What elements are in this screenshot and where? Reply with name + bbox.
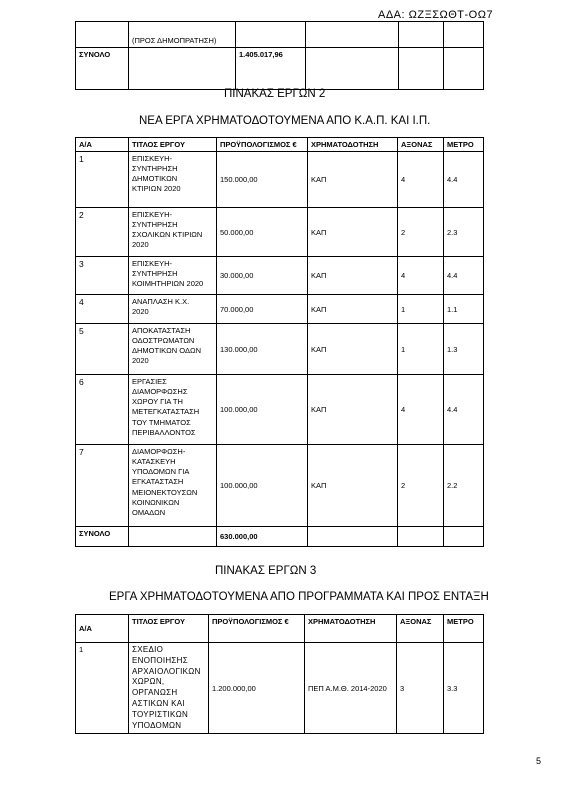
budget-value: 70.000,00 [217, 295, 308, 324]
project-title-line: 2020 [132, 240, 149, 250]
col-header-budget: ΠΡΟΫΠΟΛΟΓΙΣΜΟΣ € [209, 615, 305, 643]
col-header-funding: ΧΡΗΜΑΤΟΔΟΤΗΣΗ [305, 615, 397, 643]
budget-value: 130.000,00 [217, 324, 308, 375]
axis-value: 4 [398, 152, 444, 208]
project-title-line: ΣΧΕΔΙΟ [132, 645, 164, 654]
measure-value: 4.4 [444, 257, 484, 295]
table-header-row [76, 615, 484, 643]
col-header-title: ΤΙΤΛΟΣ ΕΡΓΟΥ [129, 138, 217, 152]
row-number: 2 [76, 208, 129, 257]
project-title: (ΠΡΟΣ ΔΗΜΟΠΡΑΤΗΣΗ) [129, 22, 236, 48]
project-title [129, 257, 217, 295]
project-title-line: ΥΠΟΔΟΜΩΝ [132, 720, 182, 730]
total-value: 630.000,00 [217, 527, 308, 547]
project-title-line: 2020 [132, 356, 149, 366]
project-title-line: ΕΝΟΠΟΙΗΣΗΣ [132, 655, 189, 665]
project-title-line: ΥΠΟΔΟΜΩΝ ΓΙΑ [132, 467, 190, 477]
measure-value: 1.3 [444, 324, 484, 375]
axis-value: 1 [398, 324, 444, 375]
total-row [76, 527, 484, 547]
project-title-line: ΧΩΡΩΝ, [132, 677, 165, 687]
total-row [76, 48, 484, 90]
budget-value: 150.000,00 [217, 152, 308, 208]
funding-value: ΚΑΠ [308, 375, 398, 445]
table-row [76, 22, 484, 48]
axis-value: 2 [398, 445, 444, 527]
funding-value: ΚΑΠ [308, 208, 398, 257]
table-row [76, 257, 484, 295]
col-header-funding: ΧΡΗΜΑΤΟΔΟΤΗΣΗ [308, 138, 398, 152]
col-header-aa: Α/Α [76, 138, 129, 152]
measure-value: 2.3 [444, 208, 484, 257]
project-title [129, 643, 209, 734]
project-title-line: ΟΜΑΔΩΝ [132, 507, 166, 517]
project-title-line: ΟΔΟΣΤΡΩΜΑΤΩΝ [132, 336, 195, 346]
row-number: 7 [76, 445, 129, 527]
table-row [76, 208, 484, 257]
page-number: 5 [536, 756, 542, 766]
project-title-line: ΑΣΤΙΚΩΝ ΚΑΙ [132, 698, 185, 708]
project-title-line: ΚΑΤΑΣΚΕΥΗ [132, 457, 176, 467]
col-header-measure: ΜΕΤΡΟ [444, 138, 484, 152]
measure-value: 4.4 [444, 375, 484, 445]
ada-stamp: ΑΔΑ: ΩΖΞΣΩΘΤ-ΟΩ7 [378, 9, 494, 21]
works-table-2 [75, 137, 484, 547]
table-row [76, 152, 484, 208]
funding-value: ΚΑΠ [308, 257, 398, 295]
row-number: 3 [76, 257, 129, 295]
table-row [76, 324, 484, 375]
project-title [129, 375, 217, 445]
row-number: 6 [76, 375, 129, 445]
axis-value: 2 [398, 208, 444, 257]
axis-value: 4 [398, 375, 444, 445]
project-title-line: ΟΡΓΑΝΩΣΗ [132, 688, 178, 698]
row-number: 1 [76, 152, 129, 208]
project-title-line: ΕΠΙΣΚΕΥΗ- [132, 259, 173, 268]
table3-title: ΠΙΝΑΚΑΣ ΕΡΓΩΝ 3 [215, 565, 317, 577]
table-row [76, 445, 484, 527]
measure-value: 3.3 [444, 643, 484, 734]
measure-value: 2.2 [444, 445, 484, 527]
col-header-title: ΤΙΤΛΟΣ ΕΡΓΟΥ [129, 615, 209, 643]
project-title-line: ΔΗΜΟΤΙΚΩΝ ΟΔΩΝ [132, 346, 201, 356]
col-header-aa: Α/Α [76, 615, 129, 643]
funding-value: ΚΑΠ [308, 324, 398, 375]
budget-value: 1.200.000,00 [209, 643, 305, 734]
total-label: ΣΥΝΟΛΟ [76, 527, 129, 547]
table-header-row [76, 138, 484, 152]
project-title-line: ΕΠΙΣΚΕΥΗ- [132, 154, 173, 163]
table2-subtitle: ΝΕΑ ΕΡΓΑ ΧΡΗΜΑΤΟΔΟΤΟΥΜΕΝΑ ΑΠΟ Κ.Α.Π. ΚΑΙ Ι.Π. [139, 115, 431, 127]
axis-value: 1 [398, 295, 444, 324]
project-title-line: ΜΕΙΟΝΕΚΤΟΥΣΩΝ [132, 487, 198, 497]
project-title-line: ΚΟΙΜΗΤΗΡΙΩΝ 2020 [132, 279, 204, 289]
project-title-line: ΤΟΥΡΙΣΤΙΚΩΝ [132, 709, 189, 719]
project-title-line: ΕΡΓΑΣΙΕΣ [132, 377, 167, 386]
project-title-line: ΤΟΥ ΤΜΗΜΑΤΟΣ [132, 417, 191, 427]
row-number: 4 [76, 295, 129, 324]
table-row [76, 643, 484, 734]
project-title [129, 152, 217, 208]
funding-value: ΚΑΠ [308, 445, 398, 527]
project-title [129, 445, 217, 527]
table-row [76, 375, 484, 445]
row-number: 5 [76, 324, 129, 375]
works-table-1 [75, 21, 484, 90]
table-row [76, 295, 484, 324]
measure-value: 1.1 [444, 295, 484, 324]
project-title-line: ΑΡΧΑΙΟΛΟΓΙΚΩΝ [132, 666, 201, 676]
measure-value: 4.4 [444, 152, 484, 208]
total-value: 1.405.017,96 [236, 48, 306, 90]
project-title-line: ΔΙΑΜΟΡΦΩΣΗ- [132, 447, 186, 456]
project-title-line: ΔΗΜΟΤΙΚΩΝ [132, 174, 178, 184]
project-title [129, 208, 217, 257]
col-header-measure: ΜΕΤΡΟ [444, 615, 484, 643]
project-title-line: ΜΕΤΕΓΚΑΤΑΣΤΑΣΗ [132, 407, 200, 417]
funding-value: ΚΑΠ [308, 295, 398, 324]
project-title-line: ΠΕΡΙΒΑΛΛΟΝΤΟΣ [132, 427, 196, 437]
project-title-line: ΕΓΚΑΤΑΣΤΑΣΗ [132, 477, 184, 487]
col-header-axis: ΑΞΟΝΑΣ [398, 138, 444, 152]
total-label: ΣΥΝΟΛΟ [76, 48, 129, 90]
project-title-line: ΣΥΝΤΗΡΗΣΗ [132, 269, 178, 279]
table3-subtitle: ΕΡΓΑ ΧΡΗΜΑΤΟΔΟΤΟΥΜΕΝΑ ΑΠΟ ΠΡΟΓΡΑΜΜΑΤΑ ΚΑΙ ΠΡΟΣ ΕΝΤΑΞΗ [109, 591, 489, 603]
works-table-3 [75, 614, 484, 734]
project-title-line: ΣΥΝΤΗΡΗΣΗ [132, 164, 178, 174]
project-title-line: ΣΧΟΛΙΚΩΝ ΚΤΙΡΙΩΝ [132, 230, 203, 240]
project-title-line: ΑΠΟΚΑΤΑΣΤΑΣΗ [132, 326, 191, 335]
project-title [129, 295, 217, 324]
axis-value: 4 [398, 257, 444, 295]
project-title-line: 2020 [132, 307, 149, 317]
budget-value: 30.000,00 [217, 257, 308, 295]
table2-title: ΠΙΝΑΚΑΣ ΕΡΓΩΝ 2 [224, 88, 326, 100]
col-header-budget: ΠΡΟΫΠΟΛΟΓΙΣΜΟΣ € [217, 138, 308, 152]
project-title-line: ΧΩΡΟΥ ΓΙΑ ΤΗ [132, 397, 183, 407]
funding-value: ΚΑΠ [308, 152, 398, 208]
budget-value: 100.000,00 [217, 445, 308, 527]
row-number: 1 [76, 643, 129, 734]
project-title [129, 324, 217, 375]
budget-value: 50.000,00 [217, 208, 308, 257]
col-header-axis: ΑΞΟΝΑΣ [397, 615, 444, 643]
funding-value: ΠΕΠ Α.Μ.Θ. 2014-2020 [305, 643, 397, 734]
axis-value: 3 [397, 643, 444, 734]
project-title-line: ΚΟΙΝΩΝΙΚΩΝ [132, 497, 180, 507]
project-title-line: ΣΥΝΤΗΡΗΣΗ [132, 220, 178, 230]
project-title-line: ΑΝΑΠΛΑΣΗ Κ.Χ. [132, 297, 190, 306]
project-title-line: ΚΤΙΡΙΩΝ 2020 [132, 184, 181, 194]
project-title-line: ΕΠΙΣΚΕΥΗ- [132, 210, 173, 219]
project-title-line: ΔΙΑΜΟΡΦΩΣΗΣ [132, 387, 188, 397]
budget-value: 100.000,00 [217, 375, 308, 445]
